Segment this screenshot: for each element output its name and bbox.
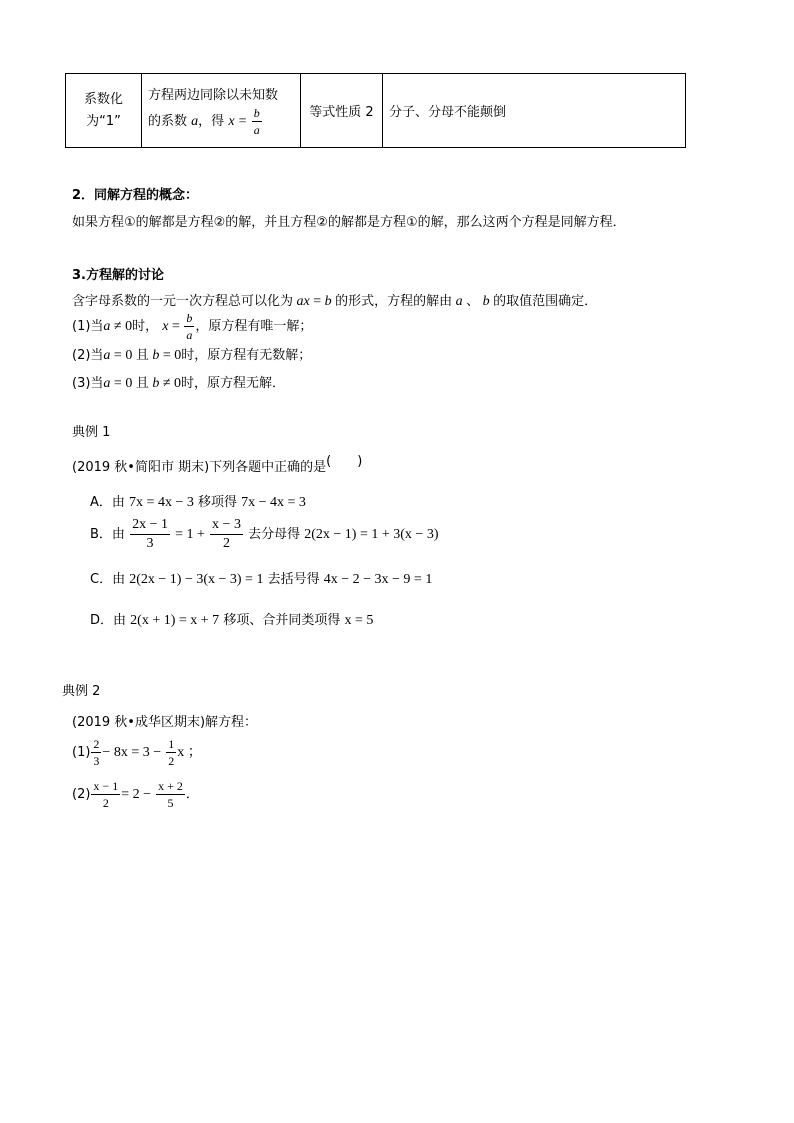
step-note-cell: 分子、分母不能颠倒 (383, 74, 686, 148)
table-row (66, 74, 686, 148)
step-method-line1: 方程两边同除以未知数 (148, 88, 279, 103)
example-2-label: 典例 2 (62, 684, 101, 699)
option-b[interactable]: B．由 $\frac{2x - 1}{3}$ = 1 + $\frac{x - 3}{2}$ 去分母得 2(2x − 1) = 1 + 3(x − 3) (90, 517, 439, 551)
option-d[interactable]: D．由 2(x + 1) = x + 7 移项、合并同类项得 x = 5 (90, 613, 374, 628)
section-3-intro: 含字母系数的一元一次方程总可以化为 ax = b 的形式，方程的解由 a 、 b 的取值范围确定． (72, 294, 598, 309)
step-name-line1: 系数化 (83, 91, 123, 107)
section-2-body: 如果方程①的解都是方程②的解，并且方程②的解都是方程①的解，那么这两个方程是同解方程． (72, 215, 626, 230)
section-3-title: 3.方程解的讨论 (72, 268, 164, 283)
example-1-label: 典例 1 (72, 425, 111, 440)
step-basis-cell: 等式性质 2 (301, 74, 383, 148)
example-2-question: (2019 秋•成华区期末)解方程： (72, 715, 258, 730)
step-name-cell (66, 74, 142, 148)
option-c[interactable]: C．由 2(2x − 1) − 3(x − 3) = 1 去括号得 4x − 2 − 3x − 9 = 1 (90, 572, 433, 587)
problem-1: (1) $\frac{2}{3}$ − 8x = 3 − $\frac{1}{2}$ x ； (72, 737, 202, 768)
section-2-title: 2．同解方程的概念： (72, 188, 199, 203)
case-2: (2)当a = 0 且 b = 0时，原方程有无数解； (72, 348, 312, 363)
step-method-cell (142, 74, 301, 148)
case-1: (1)当a ≠ 0时， x = $\frac{b}{a}$ ，原方程有唯一解； (72, 311, 313, 342)
example-1-question: (2019 秋•简阳市 期末)下列各题中正确的是( ) (72, 454, 363, 475)
option-a[interactable]: A．由 7x = 4x − 3 移项得 7x − 4x = 3 (90, 495, 306, 510)
answer-blank: ( ) (326, 454, 363, 469)
steps-table (65, 73, 686, 148)
step-name-line2: 为“1” (86, 113, 121, 129)
problem-2: (2) $\frac{x - 1}{2}$ = 2 − $\frac{x + 2}{5}$ ． (72, 779, 199, 810)
step-method-line2: 的系数 a，得 x = $\frac{b}{a}$ (148, 106, 260, 137)
case-3: (3)当a = 0 且 b ≠ 0时，原方程无解． (72, 376, 286, 391)
